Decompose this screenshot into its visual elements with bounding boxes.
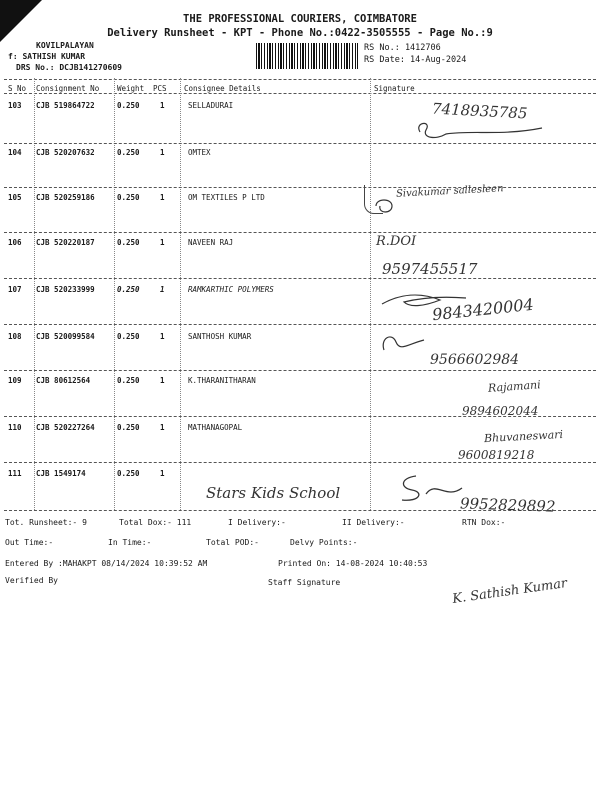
row-weight: 0.250 <box>117 423 140 432</box>
row-sno: 111 <box>8 469 22 478</box>
table-top-rule <box>4 79 596 80</box>
branch-name: KOVILPALAYAN <box>36 41 94 50</box>
row-rule <box>4 278 596 279</box>
row-rule <box>4 370 596 371</box>
row-weight: 0.250 <box>117 285 140 294</box>
handwritten-signature: Rajamani <box>487 378 542 395</box>
row-weight: 0.250 <box>117 332 140 341</box>
barcode <box>256 43 358 69</box>
company-title: THE PROFESSIONAL COURIERS, COIMBATORE <box>183 13 417 25</box>
staff-name: f: SATHISH KUMAR <box>8 52 86 61</box>
in-time: In Time:- <box>108 538 152 547</box>
row-consignment: CJB 520220187 <box>36 238 95 247</box>
row-consignment: CJB 80612564 <box>36 376 91 385</box>
entered-by: Entered By :MAHAKPT 08/14/2024 10:39:52 AM <box>5 559 208 568</box>
total-dox: Total Dox:- 111 <box>119 518 192 527</box>
i-delivery: I Delivery:- <box>228 518 286 527</box>
drs-number: DRS No.: DCJB141270609 <box>16 63 122 72</box>
handwritten-phone: 9566602984 <box>430 352 520 368</box>
row-weight: 0.250 <box>117 193 140 202</box>
handwritten-phone: 7418935785 <box>431 99 528 123</box>
row-pcs: 1 <box>160 101 165 110</box>
row-consignee: SELLADURAI <box>188 101 234 110</box>
handwritten-signature: Sivakumar sallesleen <box>395 183 504 200</box>
row-consignee: MATHANAGOPAL <box>188 423 243 432</box>
row-pcs: 1 <box>160 376 165 385</box>
row-sno: 103 <box>8 101 22 110</box>
row-pcs: 1 <box>160 193 165 202</box>
row-sno: 109 <box>8 376 22 385</box>
row-sno: 108 <box>8 332 22 341</box>
handwritten-phone: 9843420004 <box>431 294 535 325</box>
handwritten-consignee: Stars Kids School <box>206 484 341 502</box>
row-pcs: 1 <box>160 469 165 478</box>
row-sno: 110 <box>8 423 22 432</box>
row-pcs: 1 <box>160 148 165 157</box>
row-consignment: CJB 520099584 <box>36 332 95 341</box>
row-consignee: RAMKARTHIC POLYMERS <box>188 285 274 294</box>
col-header-consignee: Consignee Details <box>184 84 261 93</box>
table-header-rule <box>4 93 596 94</box>
row-consignment: CJB 520207632 <box>36 148 95 157</box>
row-sno: 105 <box>8 193 22 202</box>
row-pcs: 1 <box>160 285 165 294</box>
ii-delivery: II Delivery:- <box>342 518 405 527</box>
handwritten-signature: Bhuvaneswari <box>483 427 564 446</box>
rtn-dox: RTN Dox:- <box>462 518 506 527</box>
row-pcs: 1 <box>160 332 165 341</box>
row-consignee: K.THARANITHARAN <box>188 376 256 385</box>
handwritten-phone: 9600819218 <box>458 448 535 462</box>
staff-handwritten-signature: K. Sathish Kumar <box>451 576 569 607</box>
row-sno: 107 <box>8 285 22 294</box>
col-header-signature: Signature <box>374 84 415 93</box>
verified-by: Verified By <box>5 576 58 585</box>
row-consignee: SANTHOSH KUMAR <box>188 332 252 341</box>
row-weight: 0.250 <box>117 148 140 157</box>
row-pcs: 1 <box>160 423 165 432</box>
row-sno: 106 <box>8 238 22 247</box>
row-pcs: 1 <box>160 238 165 247</box>
out-time: Out Time:- <box>5 538 54 547</box>
row-rule <box>4 462 596 463</box>
row-consignment: CJB 1549174 <box>36 469 86 478</box>
printed-on: Printed On: 14-08-2024 10:40:53 <box>278 559 428 568</box>
row-consignment: CJB 519864722 <box>36 101 95 110</box>
handwritten-signature-scribble <box>412 118 552 144</box>
row-consignment: CJB 520227264 <box>36 423 95 432</box>
row-consignment: CJB 520259186 <box>36 193 95 202</box>
col-header-pcs: PCS <box>153 84 167 93</box>
row-rule <box>4 232 596 233</box>
row-consignee: NAVEEN RAJ <box>188 238 234 247</box>
row-consignee: OM TEXTILES P LTD <box>188 193 265 202</box>
row-rule <box>4 324 596 325</box>
row-consignment: CJB 520233999 <box>36 285 95 294</box>
handwritten-phone: 9952829892 <box>459 494 556 516</box>
col-header-weight: Weight <box>117 84 145 93</box>
row-consignee: OMTEX <box>188 148 211 157</box>
row-weight: 0.250 <box>117 376 140 385</box>
handwritten-signature-scribble <box>378 330 428 356</box>
row-weight: 0.250 <box>117 469 140 478</box>
row-sno: 104 <box>8 148 22 157</box>
total-pod: Total POD:- <box>206 538 259 547</box>
col-header-sno: S No <box>8 84 27 93</box>
total-runsheet: Tot. Runsheet:- 9 <box>5 518 87 527</box>
row-rule <box>4 187 596 188</box>
staff-signature-label: Staff Signature <box>268 578 341 587</box>
delvy-points: Delvy Points:- <box>290 538 358 547</box>
row-weight: 0.250 <box>117 101 140 110</box>
row-weight: 0.250 <box>117 238 140 247</box>
handwritten-loop <box>372 196 402 216</box>
handwritten-signature-scribble <box>396 470 466 506</box>
col-header-consignment: Consignment No <box>36 84 100 93</box>
handwritten-signature: R.DOI <box>376 234 417 249</box>
handwritten-phone: 9597455517 <box>382 260 478 278</box>
handwritten-phone: 9894602044 <box>462 404 539 418</box>
runsheet-title: Delivery Runsheet - KPT - Phone No.:0422-3505555 - Page No.:9 <box>107 27 493 39</box>
rs-number: RS No.: 1412706 <box>364 43 441 53</box>
rs-date: RS Date: 14-Aug-2024 <box>364 55 467 65</box>
